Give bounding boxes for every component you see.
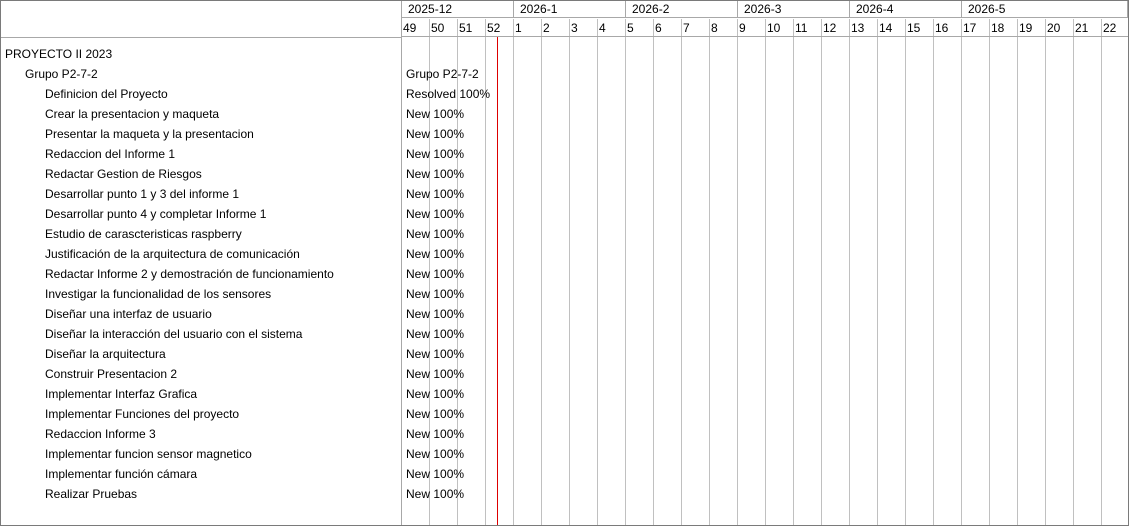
week-label: 50	[430, 19, 458, 37]
task-status-label: New 100%	[406, 267, 465, 281]
task-status-label: New 100%	[406, 227, 465, 241]
task-status-label: New 100%	[406, 127, 465, 141]
week-gridline	[1101, 19, 1102, 525]
week-label: 8	[710, 19, 738, 37]
task-status-label: New 100%	[406, 107, 465, 121]
month-label: 2026-3	[738, 1, 850, 18]
today-line	[497, 37, 498, 525]
task-row[interactable]: Construir Presentacion 2	[45, 367, 178, 381]
week-label: 7	[682, 19, 710, 37]
week-gridline	[737, 19, 738, 525]
task-row[interactable]: Redactar Gestion de Riesgos	[45, 167, 202, 181]
month-label: 2026-2	[626, 1, 738, 18]
week-gridline	[849, 19, 850, 525]
task-row[interactable]: Crear la presentacion y maqueta	[45, 107, 220, 121]
week-label: 52	[486, 19, 514, 37]
gantt-timeline	[402, 1, 1128, 525]
week-label: 51	[458, 19, 486, 37]
task-status-label: New 100%	[406, 447, 465, 461]
task-row[interactable]: Implementar Funciones del proyecto	[45, 407, 240, 421]
group-row[interactable]: Grupo P2-7-2	[25, 67, 98, 81]
task-status-label: New 100%	[406, 327, 465, 341]
task-status-label: New 100%	[406, 187, 465, 201]
task-status-label: New 100%	[406, 347, 465, 361]
week-label: 11	[794, 19, 822, 37]
week-label: 17	[962, 19, 990, 37]
task-status-label: Resolved 100%	[406, 87, 491, 101]
task-row[interactable]: Justificación de la arquitectura de comunicación	[45, 247, 300, 261]
task-row[interactable]: Realizar Pruebas	[45, 487, 138, 501]
week-label: 18	[990, 19, 1018, 37]
week-label: 1	[514, 19, 542, 37]
task-row[interactable]: Presentar la maqueta y la presentacion	[45, 127, 254, 141]
task-row[interactable]: Redaccion del Informe 1	[45, 147, 176, 161]
week-label: 20	[1046, 19, 1074, 37]
project-row[interactable]: PROYECTO II 2023	[5, 47, 113, 61]
task-row[interactable]: Definicion del Proyecto	[45, 87, 168, 101]
month-label: 2025-12	[402, 1, 514, 18]
task-status-label: New 100%	[406, 167, 465, 181]
week-gridline	[933, 19, 934, 525]
task-status-label: New 100%	[406, 207, 465, 221]
week-label: 2	[542, 19, 570, 37]
task-status-label: New 100%	[406, 487, 465, 501]
week-label: 15	[906, 19, 934, 37]
week-label: 21	[1074, 19, 1102, 37]
task-row[interactable]: Redaccion Informe 3	[45, 427, 156, 441]
week-gridline	[793, 19, 794, 525]
week-gridline	[625, 19, 626, 525]
week-label: 3	[570, 19, 598, 37]
week-gridline	[709, 19, 710, 525]
week-gridline	[905, 19, 906, 525]
task-status-label: New 100%	[406, 467, 465, 481]
task-row[interactable]: Implementar función cámara	[45, 467, 198, 481]
week-gridline	[569, 19, 570, 525]
task-row[interactable]: Desarrollar punto 4 y completar Informe 1	[45, 207, 267, 221]
week-label: 12	[822, 19, 850, 37]
week-label: 13	[850, 19, 878, 37]
week-gridline	[821, 19, 822, 525]
task-status-label: New 100%	[406, 287, 465, 301]
task-row[interactable]: Desarrollar punto 1 y 3 del informe 1	[45, 187, 240, 201]
week-gridline	[1017, 19, 1018, 525]
week-gridline	[989, 19, 990, 525]
week-gridline	[877, 19, 878, 525]
task-status-label: New 100%	[406, 247, 465, 261]
week-label: 49	[402, 19, 430, 37]
week-label: 5	[626, 19, 654, 37]
task-row[interactable]: Estudio de carascteristicas raspberry	[45, 227, 242, 241]
subjects-header	[1, 1, 401, 38]
week-gridline	[1073, 19, 1074, 525]
task-row[interactable]: Implementar funcion sensor magnetico	[45, 447, 252, 461]
week-label: 4	[598, 19, 626, 37]
week-label: 10	[766, 19, 794, 37]
task-status-label: New 100%	[406, 147, 465, 161]
week-label: 16	[934, 19, 962, 37]
week-gridline	[961, 19, 962, 525]
task-row[interactable]: Investigar la funcionalidad de los sensores	[45, 287, 272, 301]
week-label: 9	[738, 19, 766, 37]
week-gridline	[597, 19, 598, 525]
header-divider	[402, 36, 1128, 37]
week-gridline	[681, 19, 682, 525]
gantt-subjects-column	[1, 1, 402, 525]
task-status-label: New 100%	[406, 407, 465, 421]
task-status-label: New 100%	[406, 367, 465, 381]
week-gridline	[1045, 19, 1046, 525]
task-row[interactable]: Diseñar la arquitectura	[45, 347, 166, 361]
month-label: 2026-5	[962, 1, 1128, 18]
week-label: 19	[1018, 19, 1046, 37]
week-gridline	[513, 19, 514, 525]
task-row[interactable]: Diseñar una interfaz de usuario	[45, 307, 212, 321]
week-label: 22	[1102, 19, 1124, 37]
week-label: 6	[654, 19, 682, 37]
month-label: 2026-4	[850, 1, 962, 18]
task-status-label: New 100%	[406, 307, 465, 321]
week-gridline	[765, 19, 766, 525]
task-row[interactable]: Implementar Interfaz Grafica	[45, 387, 198, 401]
week-gridline	[541, 19, 542, 525]
task-status-label: New 100%	[406, 387, 465, 401]
task-status-label: New 100%	[406, 427, 465, 441]
task-row[interactable]: Redactar Informe 2 y demostración de funcionamiento	[45, 267, 334, 281]
week-gridline	[653, 19, 654, 525]
week-label: 14	[878, 19, 906, 37]
month-label: 2026-1	[514, 1, 626, 18]
group-bar-label: Grupo P2-7-2	[406, 67, 479, 81]
task-row[interactable]: Diseñar la interacción del usuario con el sistema	[45, 327, 303, 341]
